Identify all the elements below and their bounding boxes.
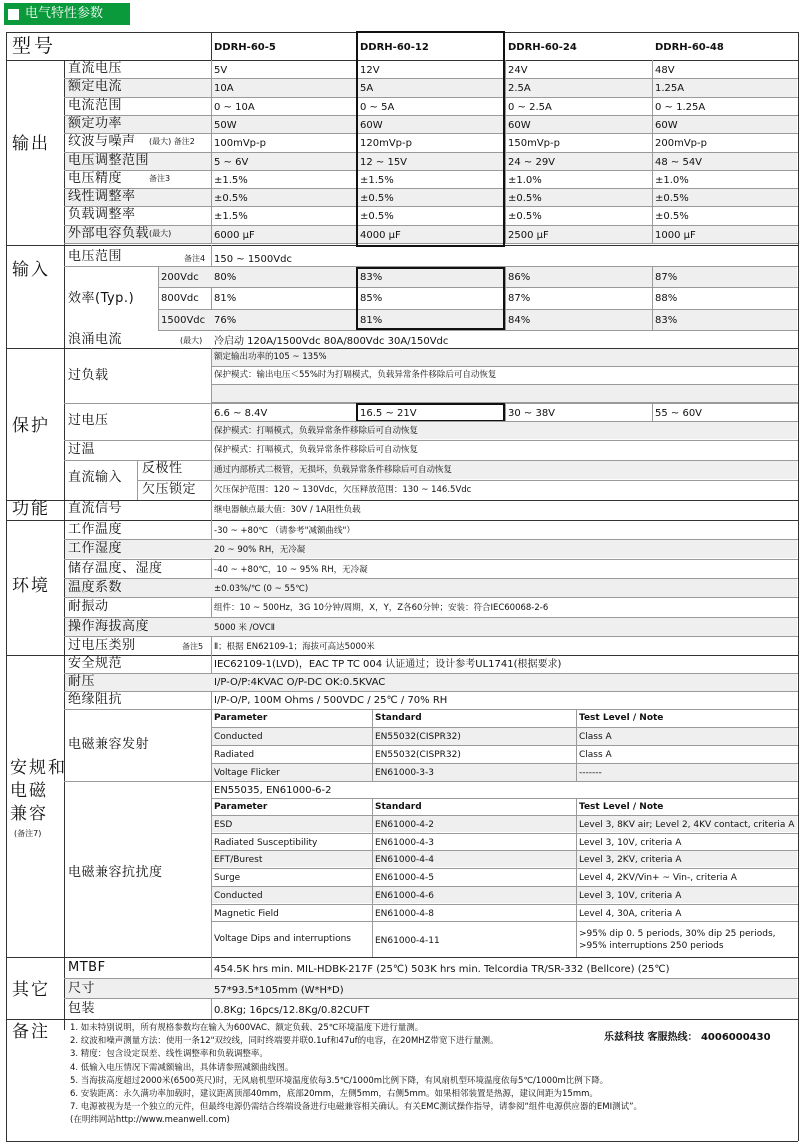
output-value: 0 ~ 1.25A [655, 101, 706, 113]
output-row-label: 电压精度 [68, 170, 123, 186]
column-line [576, 798, 577, 957]
ems-cell: EN61000-4-2 [375, 820, 434, 830]
note-line: 4. 低输入电压情况下需减额输出，具体请参照减额曲线图。 [70, 1062, 294, 1073]
emi-header: Parameter [214, 713, 268, 723]
environment-row-value: 20 ~ 90% RH，无冷凝 [214, 545, 306, 556]
output-value: ±0.5% [655, 211, 689, 223]
input-voltage-value: 150 ~ 1500Vdc [214, 254, 292, 265]
ems-cell: Magnetic Field [214, 908, 279, 919]
ems-cell: EN61000-4-8 [375, 908, 434, 919]
output-value: 12V [360, 65, 380, 76]
safety-row-label: 耐压 [68, 674, 96, 689]
efficiency-value: 84% [508, 314, 531, 326]
safety-row-value: I/P-O/P:4KVAC O/P-DC OK:0.5KVAC [214, 677, 386, 688]
ems-cell: EN61000-4-6 [375, 890, 434, 901]
ems-dips-note: >95% interruptions 250 periods [579, 941, 724, 951]
overload-line: 额定输出功率的105 ~ 135% [214, 352, 327, 362]
environment-row-value: Ⅱ；根据 EN62109-1；海拔可高达5000米 [214, 641, 375, 652]
column-line [372, 798, 373, 957]
overvoltage-label: 过电压 [68, 413, 109, 428]
safety-row-value: IEC62109-1(LVD)，EAC TP TC 004 认证通过；设计参考UL1741(根据要求) [214, 659, 562, 670]
highlight-box-12v [356, 31, 505, 247]
ems-header: Parameter [214, 802, 268, 812]
output-value: 60W [655, 119, 678, 131]
model-2: DDRH-60-12 [360, 42, 429, 53]
efficiency-label: 效率(Typ.) [68, 291, 135, 306]
shaded-cell [212, 851, 797, 867]
row-line [6, 1019, 798, 1020]
model-3: DDRH-60-24 [508, 42, 577, 53]
efficiency-value: 87% [508, 293, 531, 305]
output-value: ±0.5% [360, 193, 394, 205]
output-value: 0 ~ 2.5A [508, 101, 552, 113]
protection-category: 保护 [12, 416, 50, 436]
uvp-value: 欠压保护范围：120 ~ 130Vdc，欠压释放范围：130 ~ 146.5Vdc [214, 485, 472, 495]
others-row-label: 尺寸 [68, 980, 96, 996]
row-line [211, 745, 798, 746]
column-line [211, 655, 212, 957]
output-value: ±1.0% [508, 174, 542, 186]
row-line [64, 709, 798, 710]
output-value: ±0.5% [508, 211, 542, 223]
environment-row-value: 5000 米 /OVCⅡ [214, 622, 275, 633]
output-value: 24 ~ 29V [508, 156, 556, 168]
overtemp-label: 过温 [68, 442, 96, 457]
safety-category: 电磁 [10, 781, 48, 801]
row-line [137, 480, 798, 481]
environment-category: 环境 [12, 576, 50, 596]
column-line [505, 403, 506, 421]
output-value: 2.5A [508, 83, 531, 95]
efficiency-value: 85% [360, 293, 383, 305]
row-line [6, 1141, 798, 1142]
efficiency-value: 83% [655, 314, 678, 326]
ems-cell: EN61000-4-4 [375, 855, 434, 866]
section-title: 电气特性参数 [4, 3, 130, 25]
ems-cell: Surge [214, 873, 241, 884]
emi-header: Standard [375, 713, 422, 723]
output-row-label: 线性调整率 [68, 189, 136, 205]
others-row-label: MTBF [68, 960, 106, 975]
others-row-label: 包装 [68, 1001, 96, 1017]
dc-ok-label: 直流信号 [68, 501, 123, 516]
output-value: 150mVp-p [508, 138, 560, 150]
output-row-label: 外部电容负载 [68, 225, 150, 241]
column-line [798, 32, 799, 1141]
row-line [211, 921, 798, 922]
overvoltage-value: 55 ~ 60V [655, 408, 703, 419]
output-value: 2500 μF [508, 229, 549, 241]
output-value: 1000 μF [655, 229, 696, 241]
emi-header: Test Level / Note [579, 713, 664, 723]
efficiency-value: 81% [214, 293, 237, 305]
ems-cell: Level 4, 2KV/Vin+ ~ Vin-, criteria A [579, 873, 737, 884]
environment-row-value: -30 ~ +80℃ （请参考"减额曲线"） [214, 526, 355, 536]
column-line [505, 266, 506, 330]
row-line [211, 798, 798, 799]
efficiency-value: 86% [508, 272, 531, 283]
output-row-note: 备注3 [149, 173, 171, 183]
row-line [64, 597, 798, 598]
environment-row-label: 耐振动 [68, 599, 109, 615]
output-row-label: 负载调整率 [68, 207, 136, 223]
model-1: DDRH-60-5 [214, 42, 276, 53]
output-value: 60W [360, 119, 383, 131]
ems-cell: Level 3, 2KV, criteria A [579, 855, 682, 866]
output-value: 5 ~ 6V [214, 156, 249, 168]
emi-cell: ------- [579, 768, 602, 778]
output-value: ±0.5% [360, 211, 394, 223]
output-row-label: 电流范围 [68, 97, 123, 113]
emi-label: 电磁兼容发射 [68, 737, 150, 752]
overvoltage-mode: 保护模式：打嗝模式，负载异常条件移除后可自动恢复 [214, 426, 419, 436]
inrush-note: (最大) [180, 336, 203, 345]
notes-category: 备注 [12, 1022, 50, 1042]
hotline: 乐兹科技 客服热线： 4006000430 [604, 1032, 771, 1043]
ems-dips-parameter: Voltage Dips and interruptions [214, 934, 351, 944]
row-line [64, 559, 798, 560]
overvoltage-value: 6.6 ~ 8.4V [214, 408, 268, 419]
emi-cell: EN55032(CISPR32) [375, 732, 461, 742]
output-value: 120mVp-p [360, 138, 412, 150]
shaded-cell [212, 887, 797, 903]
inrush-label: 浪涌电流 [68, 332, 123, 347]
column-line [211, 500, 212, 520]
efficiency-value: 76% [214, 314, 237, 326]
output-value: 0 ~ 10A [214, 101, 255, 113]
shaded-cell [65, 540, 797, 558]
output-row-note: (最大) 备注2 [149, 137, 195, 147]
efficiency-condition: 800Vdc [161, 293, 199, 305]
ems-standards: EN55035, EN61000-6-2 [214, 785, 332, 796]
row-line [211, 366, 798, 367]
efficiency-value: 81% [360, 314, 383, 326]
ems-dips-note: >95% dip 0. 5 periods, 30% dip 25 periods, [579, 929, 776, 939]
output-row-label: 电压调整范围 [68, 152, 150, 168]
output-value: ±1.5% [214, 211, 248, 223]
ems-cell: EFT/Burest [214, 855, 263, 866]
note-line: 2. 纹波和噪声测量方法：使用一条12"双绞线，同时终端要并联0.1uf和47uf的电容，在20MHZ带宽下进行量测。 [70, 1036, 499, 1047]
output-value: ±0.5% [508, 193, 542, 205]
reverse-polarity-label: 反极性 [142, 461, 183, 476]
note-line: (在明纬网站http://www.meanwell.com) [70, 1115, 230, 1126]
safety-row-label: 绝缘阻抗 [68, 692, 123, 707]
note-line: 7. 电源被视为是一个独立的元件，但最终电源仍需结合终端设备进行电磁兼容相关确认。有关EMC测试操作指导，请参阅“组件电源供应器的EMI测试”。 [70, 1102, 642, 1113]
environment-row-label: 储存温度、湿度 [68, 560, 163, 576]
safety-category: 安规和 [10, 758, 67, 778]
emi-cell: Class A [579, 732, 612, 742]
overtemp-value: 保护模式：打嗝模式，负载异常条件移除后可自动恢复 [214, 445, 419, 455]
note-line: 1. 如未特别说明，所有规格参数均在输入为600VAC、额定负载、25℃环境温度下进行量测。 [70, 1023, 424, 1033]
output-value: 100mVp-p [214, 138, 266, 150]
environment-row-label: 过电压类别 [68, 637, 136, 653]
emi-cell: Class A [579, 750, 612, 760]
environment-row-label: 温度系数 [68, 579, 123, 595]
ems-cell: ESD [214, 820, 233, 830]
emi-cell: Voltage Flicker [214, 768, 280, 778]
emi-cell: Radiated [214, 750, 255, 760]
column-line [652, 403, 653, 421]
output-value: 50W [214, 119, 237, 131]
row-line [211, 904, 798, 905]
model-4: DDRH-60-48 [655, 42, 724, 53]
environment-row-value: -40 ~ +80℃，10 ~ 95% RH，无冷凝 [214, 564, 368, 575]
output-value: ±1.5% [214, 174, 248, 186]
efficiency-condition: 1500Vdc [161, 314, 206, 326]
safety-row-label: 安全规范 [68, 656, 123, 671]
row-line [6, 500, 798, 501]
output-value: 12 ~ 15V [360, 156, 408, 168]
environment-row-value: 组件：10 ~ 500Hz，3G 10分钟/周期，X，Y，Z各60分钟；安装：符合IEC60068-2-6 [214, 603, 549, 614]
output-value: ±1.0% [655, 174, 689, 186]
ems-cell: Level 3, 10V, criteria A [579, 890, 682, 901]
shaded-cell [212, 385, 797, 402]
output-row-label: 额定功率 [68, 115, 123, 131]
output-row-label: 纹波与噪声 [68, 134, 136, 150]
environment-row-label: 操作海拔高度 [68, 618, 150, 634]
output-value: 5A [360, 83, 374, 95]
output-value: 48V [655, 65, 675, 76]
output-value: 0 ~ 5A [360, 101, 395, 113]
efficiency-value: 88% [655, 293, 678, 305]
ems-cell: EN61000-4-5 [375, 873, 434, 884]
row-line [64, 998, 798, 999]
column-line [211, 60, 212, 243]
output-value: ±0.5% [655, 193, 689, 205]
column-line [372, 709, 373, 781]
ems-cell: Level 3, 8KV air; Level 2, 4KV contact, criteria A [579, 820, 795, 830]
environment-row-value: ±0.03%/℃ (0 ~ 55℃) [214, 583, 309, 594]
others-row-value: 0.8Kg; 16pcs/12.8Kg/0.82CUFT [214, 1005, 370, 1017]
row-line [158, 330, 798, 331]
highlight-box-ovp [356, 403, 505, 422]
environment-row-label: 工作湿度 [68, 541, 123, 557]
input-voltage-note: 备注4 [184, 254, 206, 263]
column-line [652, 60, 653, 243]
ems-header: Standard [375, 802, 422, 812]
safety-category: 兼容 [10, 804, 48, 824]
output-value: 24V [508, 65, 528, 76]
row-line [211, 833, 798, 834]
efficiency-value: 80% [214, 272, 237, 283]
others-row-value: 57*93.5*105mm (W*H*D) [214, 984, 344, 996]
output-value: 6000 μF [214, 229, 255, 241]
row-line [64, 781, 798, 782]
column-line [6, 32, 7, 1141]
environment-row-note: 备注5 [182, 641, 204, 651]
shaded-cell [65, 618, 797, 636]
ems-cell: Level 4, 30A, criteria A [579, 908, 682, 919]
ems-cell: Radiated Susceptibility [214, 837, 318, 848]
output-value: 200mVp-p [655, 138, 707, 150]
output-row-label: 直流电压 [68, 61, 123, 76]
row-line [64, 691, 798, 692]
output-value: 10A [214, 83, 234, 95]
shaded-cell [65, 579, 797, 597]
output-value: 60W [508, 119, 531, 131]
output-category: 输出 [12, 134, 50, 154]
column-line [576, 709, 577, 781]
shaded-cell [212, 764, 797, 781]
highlight-box-efficiency [356, 267, 505, 330]
dc-ok-value: 继电器触点最大值：30V / 1A阻性负载 [214, 505, 361, 515]
note-line: 3. 精度：包含设定误差、线性调整率和负载调整率。 [70, 1049, 268, 1060]
row-line [6, 957, 798, 958]
shaded-cell [65, 674, 797, 691]
ems-label: 电磁兼容抗扰度 [68, 865, 163, 880]
input-category: 输入 [12, 260, 50, 280]
ems-header: Test Level / Note [579, 802, 664, 812]
efficiency-condition: 200Vdc [161, 272, 199, 283]
emi-cell: EN55032(CISPR32) [375, 750, 461, 760]
emi-cell: Conducted [214, 732, 263, 742]
output-value: 1.25A [655, 83, 685, 95]
efficiency-value: 83% [360, 272, 383, 283]
input-voltage-label: 电压范围 [68, 249, 123, 264]
column-line [211, 32, 212, 60]
inrush-value: 冷启动 120A/1500Vdc 80A/800Vdc 30A/150Vdc [214, 336, 449, 347]
overload-label: 过负载 [68, 368, 109, 383]
output-value: 5V [214, 65, 228, 76]
row-line [6, 520, 798, 521]
uvp-label: 欠压锁定 [142, 482, 197, 497]
emi-cell: EN61000-3-3 [375, 768, 434, 778]
output-value: ±1.5% [360, 174, 394, 186]
output-value: 4000 μF [360, 229, 401, 241]
output-row-label: 额定电流 [68, 79, 123, 95]
overvoltage-value: 16.5 ~ 21V [360, 408, 417, 419]
ems-cell: EN61000-4-3 [375, 837, 434, 848]
row-line [64, 636, 798, 637]
shaded-cell [212, 728, 797, 745]
efficiency-value: 87% [655, 272, 678, 283]
ems-dips-standard: EN61000-4-11 [375, 936, 440, 946]
ems-cell: Level 3, 10V, criteria A [579, 837, 682, 848]
reverse-polarity-value: 通过内部桥式二极管，无损坏，负载异常条件移除后可自动恢复 [214, 465, 453, 475]
column-line [652, 266, 653, 330]
column-line [505, 60, 506, 243]
safety-row-value: I/P-O/P, 100M Ohms / 500VDC / 25℃ / 70% RH [214, 695, 448, 706]
shaded-cell [65, 979, 797, 998]
note-line: 5. 当海拔高度超过2000米(6500英尺)时，无风扇机型环境温度依每3.5℃/1000m比例下降，有风扇机型环境温度依每5℃/1000m比例下降。 [70, 1075, 609, 1086]
note-line: 6. 安装距离：永久满功率加载时，建议距离顶部40mm，底部20mm，左侧5mm，右侧5mm。如果相邻装置是热源，建议间距为15mm。 [70, 1089, 598, 1099]
function-category: 功能 [12, 499, 50, 519]
environment-row-label: 工作温度 [68, 522, 123, 537]
safety-category-note: (备注7) [14, 829, 42, 838]
overload-line: 保护模式：输出电压＜55%时为打嗝模式，负载异常条件移除后可自动恢复 [214, 370, 497, 380]
output-row-note: (最大) [149, 228, 172, 238]
row-line [211, 868, 798, 869]
row-line [64, 440, 798, 441]
output-value: ±0.5% [214, 193, 248, 205]
ems-cell: Conducted [214, 890, 263, 901]
model-label: 型号 [12, 35, 57, 57]
row-line [6, 655, 798, 656]
others-category: 其它 [12, 980, 50, 1000]
output-value: 48 ~ 54V [655, 156, 703, 168]
others-row-value: 454.5K hrs min. MIL-HDBK-217F (25℃) 503K hrs min. Telcordia TR/SR-332 (Bellcore) (25℃) [214, 964, 670, 975]
dc-input-label: 直流输入 [68, 470, 123, 485]
overvoltage-value: 30 ~ 38V [508, 408, 556, 419]
